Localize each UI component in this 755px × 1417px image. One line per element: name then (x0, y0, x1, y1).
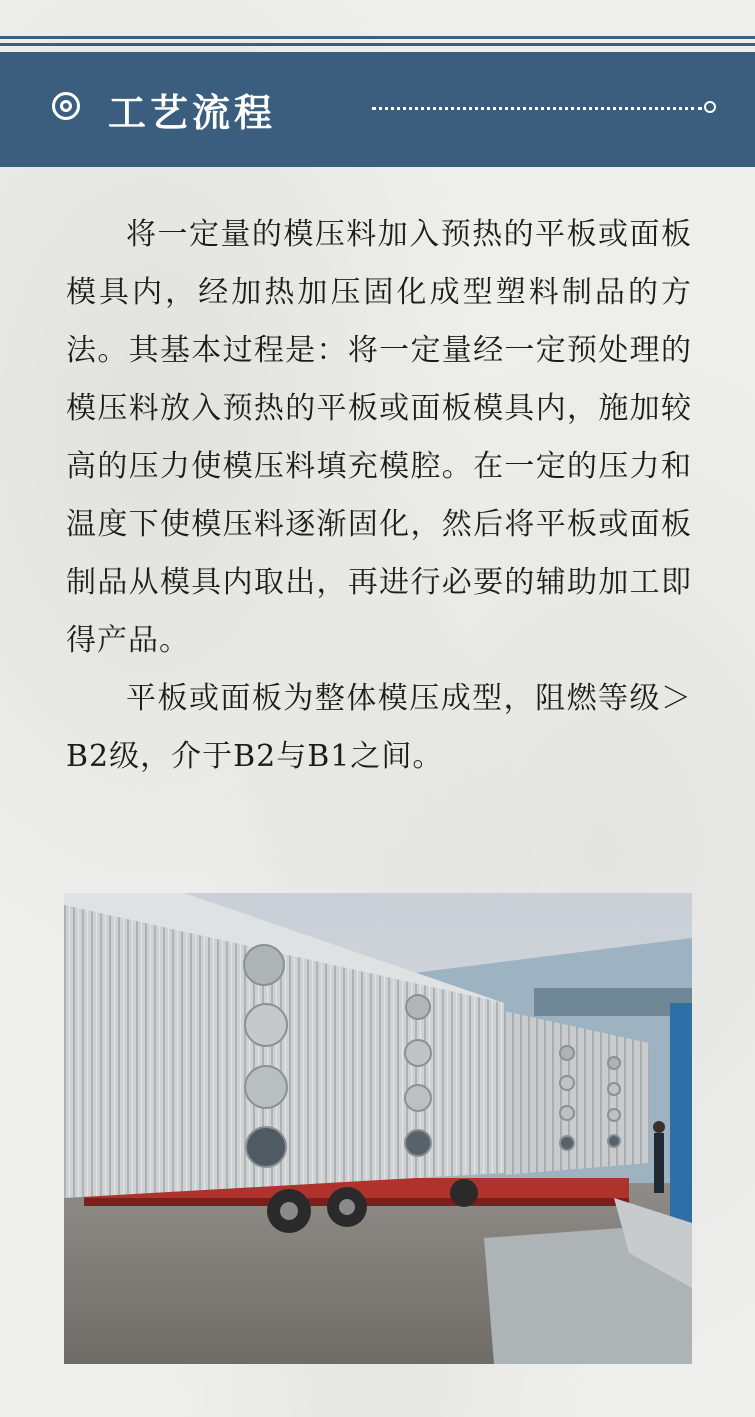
paragraph-process: 将一定量的模压料加入预热的平板或面板模具内，经加热加压固化成型塑料制品的方法。其基本过程是：将一定量经一定预处理的模压料放入预热的平板或面板模具内，施加较高的压力使模压料填充模腔。在一定的压力和温度下使模压料逐渐固化，然后将平板或面板制品从模具内取出，再进行必要的辅助加工即得产品。 (66, 217, 692, 658)
dotted-line-decoration (372, 107, 702, 110)
double-circle-icon (52, 92, 80, 120)
paragraph-fire-rating: 平板或面板为整体模压成型，阻燃等级＞B2级，介于B2与B1之间。 (66, 681, 692, 774)
section-title: 工艺流程 (108, 91, 277, 135)
section-header (0, 52, 755, 167)
circle-end-icon (704, 101, 716, 113)
body-text (66, 206, 692, 786)
product-photo (64, 893, 692, 1364)
top-decorative-lines (0, 36, 755, 50)
